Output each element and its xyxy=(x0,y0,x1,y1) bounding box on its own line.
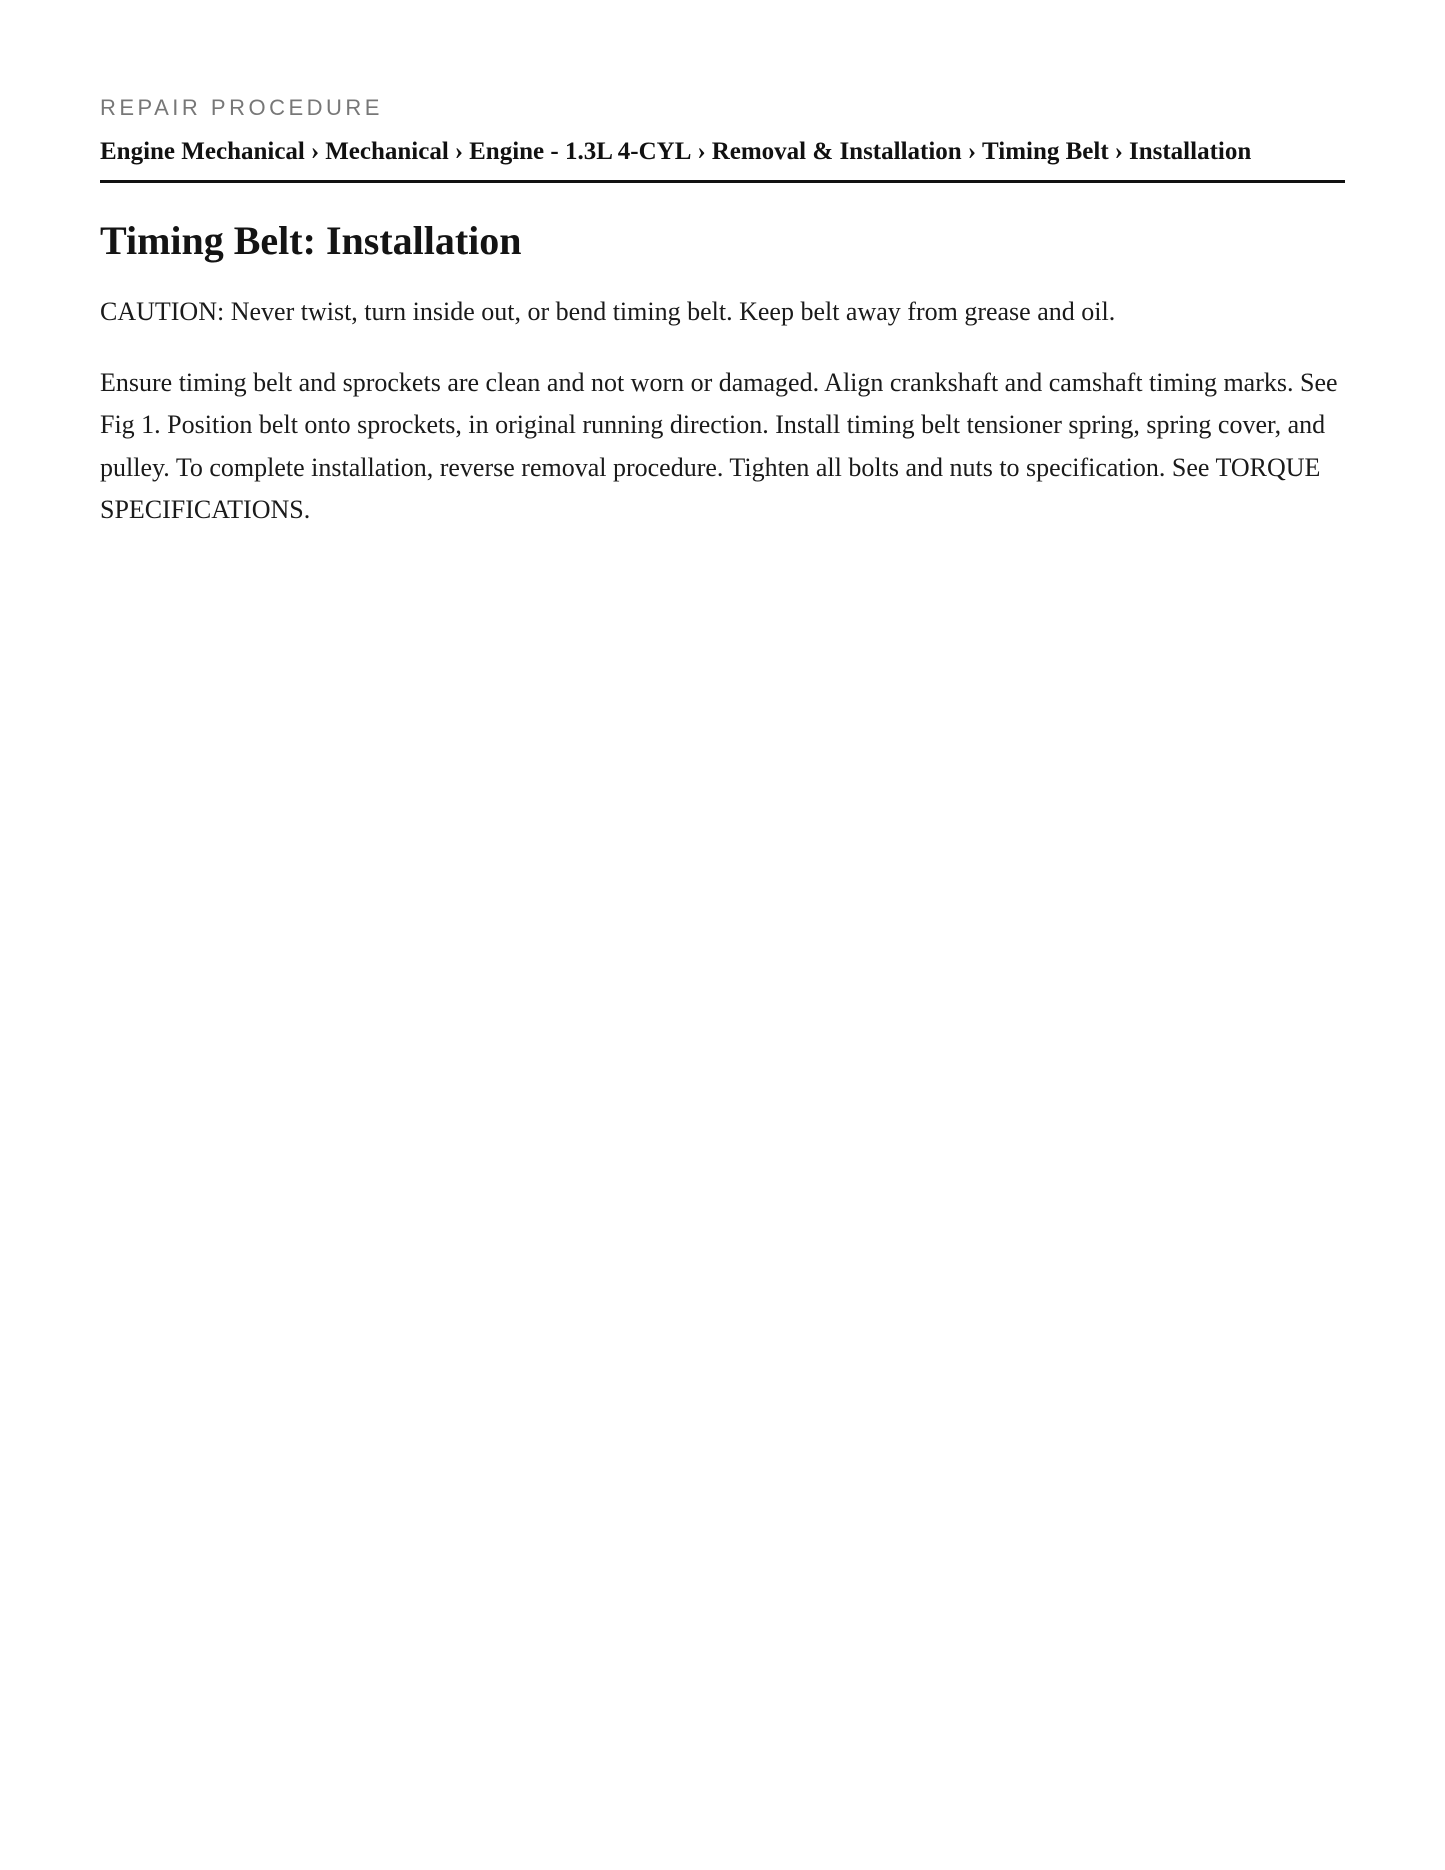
breadcrumb-item-engine[interactable]: Engine - 1.3L 4-CYL xyxy=(469,138,692,165)
breadcrumb-item-timing-belt[interactable]: Timing Belt xyxy=(982,138,1109,165)
procedure-paragraph: Ensure timing belt and sprockets are clean and not worn or damaged. Align crankshaft and camshaft timing marks. See Fig 1. Position belt onto sprockets, in original running direction. Install timing belt tensioner spring, spring cover, and pulley. To complete installation, reverse removal procedure. Tighten all bolts and nuts to specification. See TORQUE SPECIFICATIONS. xyxy=(100,367,1338,524)
breadcrumb-item-mechanical[interactable]: Mechanical xyxy=(325,138,449,165)
header-divider xyxy=(100,180,1345,183)
breadcrumb-separator: › xyxy=(697,138,706,165)
breadcrumb-item-removal-installation[interactable]: Removal & Installation xyxy=(711,138,962,165)
page-title: Timing Belt: Installation xyxy=(100,218,522,263)
caution-paragraph: CAUTION: Never twist, turn inside out, or bend timing belt. Keep belt away from grease and oil. xyxy=(100,297,1116,326)
breadcrumb-separator: › xyxy=(967,138,977,165)
breadcrumb-separator: › xyxy=(1114,138,1123,165)
section-kicker: REPAIR PROCEDURE xyxy=(100,95,383,120)
breadcrumb-item-installation: Installation xyxy=(1129,138,1252,165)
document-page xyxy=(100,94,1345,532)
breadcrumb-item-engine-mechanical[interactable]: Engine Mechanical xyxy=(100,138,305,165)
breadcrumb xyxy=(100,136,1345,168)
breadcrumb-separator: › xyxy=(454,138,464,165)
breadcrumb-separator: › xyxy=(310,138,320,165)
